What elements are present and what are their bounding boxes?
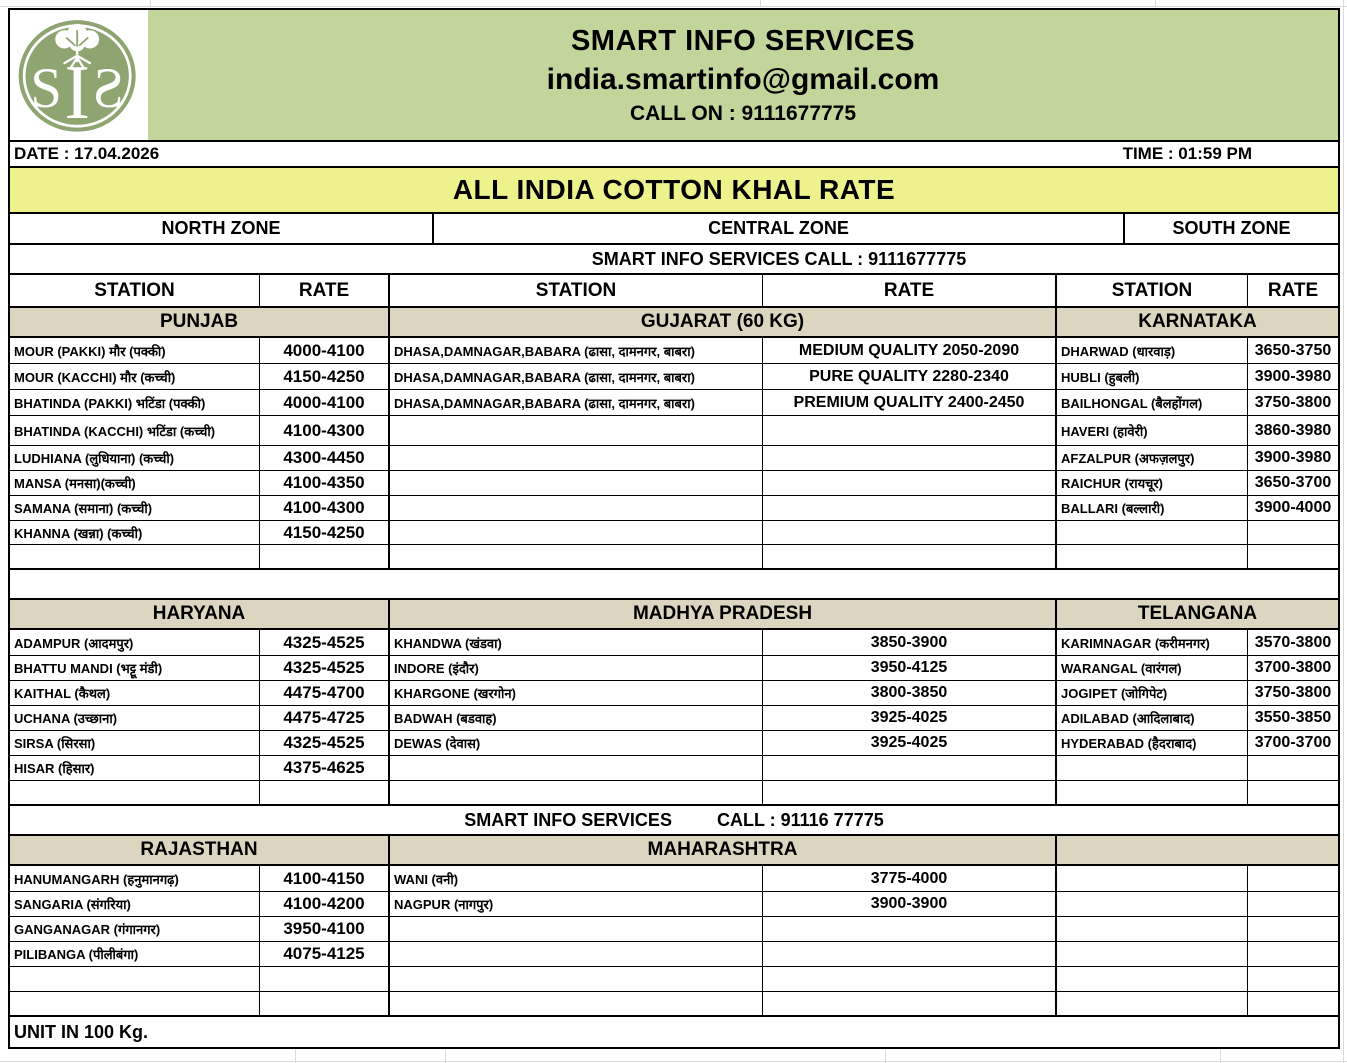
station-cell bbox=[1057, 781, 1248, 806]
station-cell: KHARGONE (खरगोन) bbox=[390, 681, 763, 706]
station-cell: KARIMNAGAR (करीमनगर) bbox=[1057, 630, 1248, 656]
rate-cell bbox=[763, 496, 1057, 521]
station-cell: HISAR (हिसार) bbox=[10, 756, 260, 781]
rates-section-rajasthan bbox=[10, 866, 1338, 1017]
services-name-text: SMART INFO SERVICES bbox=[464, 809, 672, 830]
table-row bbox=[10, 416, 1338, 446]
rate-cell: 4475-4700 bbox=[260, 681, 390, 706]
rate-cell: PURE QUALITY 2280-2340 bbox=[763, 364, 1057, 390]
rate-cell: 3925-4025 bbox=[763, 731, 1057, 756]
rate-cell: 4100-4150 bbox=[260, 866, 390, 892]
station-cell bbox=[1057, 892, 1248, 917]
station-cell: RAICHUR (रायचूर) bbox=[1057, 471, 1248, 496]
station-cell bbox=[390, 967, 763, 992]
station-cell bbox=[1057, 545, 1248, 570]
state-band-blank bbox=[1057, 836, 1338, 864]
station-cell: BAILHONGAL (बैलहोंगल) bbox=[1057, 390, 1248, 416]
station-cell bbox=[390, 756, 763, 781]
rate-cell bbox=[763, 471, 1057, 496]
rate-cell: 3850-3900 bbox=[763, 630, 1057, 656]
station-cell: BHATINDA (PAKKI) भटिंडा (पक्की) bbox=[10, 390, 260, 416]
rate-cell: 4325-4525 bbox=[260, 656, 390, 681]
column-header-rate: RATE bbox=[763, 275, 1057, 308]
column-header-rate: RATE bbox=[260, 275, 390, 308]
table-row bbox=[10, 390, 1338, 416]
station-cell: KAITHAL (कैथल) bbox=[10, 681, 260, 706]
station-cell: INDORE (इंदौर) bbox=[390, 656, 763, 681]
station-cell: MANSA (मनसा)(कच्ची) bbox=[10, 471, 260, 496]
column-header-row bbox=[10, 275, 1338, 308]
station-cell: BADWAH (बडवाह) bbox=[390, 706, 763, 731]
table-row bbox=[10, 681, 1338, 706]
station-cell: HUBLI (हुबली) bbox=[1057, 364, 1248, 390]
table-row bbox=[10, 630, 1338, 656]
station-cell: KHANDWA (खंडवा) bbox=[390, 630, 763, 656]
rate-cell bbox=[1248, 967, 1338, 992]
state-band-rajasthan: RAJASTHAN bbox=[10, 836, 390, 864]
rate-cell bbox=[763, 756, 1057, 781]
station-cell: DHASA,DAMNAGAR,BABARA (ढासा, दामनगर, बाबरा) bbox=[390, 364, 763, 390]
station-cell bbox=[10, 545, 260, 570]
services-call-text: SMART INFO SERVICES CALL : 9111677775 bbox=[591, 248, 967, 269]
zone-header-row bbox=[10, 214, 1338, 245]
station-cell: HANUMANGARH (हनुमानगढ़) bbox=[10, 866, 260, 892]
rate-cell: 3800-3850 bbox=[763, 681, 1057, 706]
table-row bbox=[10, 545, 1338, 570]
station-cell: LUDHIANA (लुधियाना) (कच्ची) bbox=[10, 446, 260, 471]
rate-cell: 3900-3900 bbox=[763, 892, 1057, 917]
rate-cell: 4300-4450 bbox=[260, 446, 390, 471]
station-cell bbox=[390, 446, 763, 471]
station-cell bbox=[1057, 866, 1248, 892]
column-header-rate: RATE bbox=[1248, 275, 1338, 308]
sheet-gridline bbox=[1220, 1049, 1221, 1063]
date-time-row bbox=[10, 142, 1338, 168]
svg-text:I: I bbox=[64, 49, 90, 135]
rate-cell bbox=[1248, 892, 1338, 917]
station-cell: SAMANA (समाना) (कच्ची) bbox=[10, 496, 260, 521]
rate-cell bbox=[1248, 756, 1338, 781]
table-row bbox=[10, 866, 1338, 892]
sheet-gridline bbox=[150, 0, 151, 7]
rate-cell bbox=[763, 545, 1057, 570]
station-cell: JOGIPET (जोगिपेट) bbox=[1057, 681, 1248, 706]
rate-cell bbox=[260, 992, 390, 1017]
station-cell bbox=[390, 781, 763, 806]
station-cell bbox=[390, 416, 763, 446]
rate-cell: 3775-4000 bbox=[763, 866, 1057, 892]
station-cell bbox=[390, 942, 763, 967]
rates-section-north2 bbox=[10, 630, 1338, 806]
rate-cell: 4325-4525 bbox=[260, 731, 390, 756]
table-row bbox=[10, 471, 1338, 496]
table-row bbox=[10, 364, 1338, 390]
station-cell bbox=[10, 781, 260, 806]
services-call-banner bbox=[10, 245, 1338, 275]
rate-cell: 3750-3800 bbox=[1248, 681, 1338, 706]
rate-sheet bbox=[8, 8, 1340, 1049]
company-phone: CALL ON : 9111677775 bbox=[629, 101, 857, 125]
rate-cell: 3700-3800 bbox=[1248, 656, 1338, 681]
rate-cell: MEDIUM QUALITY 2050-2090 bbox=[763, 338, 1057, 364]
zone-header-south: SOUTH ZONE bbox=[1172, 218, 1291, 238]
station-cell: SANGARIA (संगरिया) bbox=[10, 892, 260, 917]
table-row bbox=[10, 521, 1338, 545]
rates-section-north1 bbox=[10, 338, 1338, 570]
company-header bbox=[10, 10, 1338, 142]
table-row bbox=[10, 731, 1338, 756]
rate-cell: 4150-4250 bbox=[260, 521, 390, 545]
sheet-gridline bbox=[885, 1049, 886, 1063]
state-band-madhya-pradesh: MADHYA PRADESH bbox=[390, 600, 1057, 628]
company-name: SMART INFO SERVICES bbox=[570, 24, 916, 57]
station-cell: GANGANAGAR (गंगानगर) bbox=[10, 917, 260, 942]
company-logo bbox=[10, 10, 148, 140]
sheet-gridline bbox=[295, 1049, 296, 1063]
rate-cell: 3900-3980 bbox=[1248, 364, 1338, 390]
state-band-telangana: TELANGANA bbox=[1137, 603, 1258, 624]
rate-cell bbox=[1248, 917, 1338, 942]
rate-cell: 4000-4100 bbox=[260, 338, 390, 364]
station-cell: SIRSA (सिरसा) bbox=[10, 731, 260, 756]
table-row bbox=[10, 496, 1338, 521]
rate-cell bbox=[763, 446, 1057, 471]
spacer-row bbox=[10, 570, 1338, 600]
svg-text:S: S bbox=[92, 57, 125, 120]
company-banner bbox=[148, 10, 1338, 140]
column-header-station: STATION bbox=[1057, 275, 1248, 308]
station-cell: DHARWAD (धारवाड़) bbox=[1057, 338, 1248, 364]
station-cell: HAVERI (हावेरी) bbox=[1057, 416, 1248, 446]
station-cell bbox=[390, 917, 763, 942]
rate-cell bbox=[763, 917, 1057, 942]
services-call-number: CALL : 91116 77775 bbox=[716, 809, 884, 830]
rate-cell bbox=[1248, 942, 1338, 967]
rate-cell: 3650-3750 bbox=[1248, 338, 1338, 364]
column-header-station: STATION bbox=[390, 275, 763, 308]
rate-cell: 4325-4525 bbox=[260, 630, 390, 656]
rate-cell: 3750-3800 bbox=[1248, 390, 1338, 416]
station-cell: ADAMPUR (आदमपुर) bbox=[10, 630, 260, 656]
rate-cell: 3950-4125 bbox=[763, 656, 1057, 681]
table-row bbox=[10, 656, 1338, 681]
state-band-row bbox=[10, 308, 1338, 338]
rate-cell bbox=[1248, 545, 1338, 570]
station-cell: DHASA,DAMNAGAR,BABARA (ढासा, दामनगर, बाबरा) bbox=[390, 390, 763, 416]
date-label: DATE : 17.04.2026 bbox=[14, 144, 160, 163]
state-band-gujarat: GUJARAT (60 KG) bbox=[390, 308, 1057, 336]
rate-cell: 4375-4625 bbox=[260, 756, 390, 781]
table-row bbox=[10, 781, 1338, 806]
station-cell: BALLARI (बल्लारी) bbox=[1057, 496, 1248, 521]
rate-cell bbox=[1248, 781, 1338, 806]
rate-cell: 3925-4025 bbox=[763, 706, 1057, 731]
rate-cell: 3700-3700 bbox=[1248, 731, 1338, 756]
table-row bbox=[10, 992, 1338, 1017]
station-cell: UCHANA (उच्छाना) bbox=[10, 706, 260, 731]
rate-cell bbox=[1248, 992, 1338, 1017]
sheet-gridline bbox=[1343, 0, 1344, 1063]
unit-note: UNIT IN 100 Kg. bbox=[14, 1021, 149, 1042]
rate-cell: 3570-3800 bbox=[1248, 630, 1338, 656]
column-header-station: STATION bbox=[10, 275, 260, 308]
rate-cell: 4475-4725 bbox=[260, 706, 390, 731]
station-cell: WANI (वनी) bbox=[390, 866, 763, 892]
station-cell bbox=[1057, 942, 1248, 967]
zone-header-north: NORTH ZONE bbox=[10, 214, 434, 243]
station-cell bbox=[1057, 521, 1248, 545]
state-band-karnataka: KARNATAKA bbox=[1138, 311, 1257, 332]
rate-cell: PREMIUM QUALITY 2400-2450 bbox=[763, 390, 1057, 416]
rate-cell: 4100-4350 bbox=[260, 471, 390, 496]
rate-cell bbox=[763, 521, 1057, 545]
rate-cell: 3900-4000 bbox=[1248, 496, 1338, 521]
rate-cell bbox=[1248, 866, 1338, 892]
state-band-punjab: PUNJAB bbox=[10, 308, 390, 336]
sis-logo-icon bbox=[15, 13, 143, 137]
station-cell bbox=[1057, 992, 1248, 1017]
table-row bbox=[10, 338, 1338, 364]
station-cell: NAGPUR (नागपुर) bbox=[390, 892, 763, 917]
state-band-haryana: HARYANA bbox=[10, 600, 390, 628]
table-row bbox=[10, 942, 1338, 967]
rate-cell bbox=[260, 781, 390, 806]
station-cell: AFZALPUR (अफज़लपुर) bbox=[1057, 446, 1248, 471]
station-cell: HYDERABAD (हैदराबाद) bbox=[1057, 731, 1248, 756]
station-cell: ADILABAD (आदिलाबाद) bbox=[1057, 706, 1248, 731]
rate-cell bbox=[763, 781, 1057, 806]
zone-header-central: CENTRAL ZONE bbox=[434, 214, 1125, 243]
state-band-row bbox=[10, 836, 1338, 866]
rate-cell: 4000-4100 bbox=[260, 390, 390, 416]
rate-cell: 3860-3980 bbox=[1248, 416, 1338, 446]
sheet-gridline bbox=[445, 1049, 446, 1063]
rate-cell: 3950-4100 bbox=[260, 917, 390, 942]
sheet-gridline bbox=[0, 6, 1347, 7]
table-row bbox=[10, 706, 1338, 731]
rate-cell bbox=[763, 992, 1057, 1017]
station-cell bbox=[390, 521, 763, 545]
station-cell: MOUR (PAKKI) मौर (पक्की) bbox=[10, 338, 260, 364]
state-band-row bbox=[10, 600, 1338, 630]
sheet-gridline bbox=[0, 1061, 1347, 1062]
rate-cell: 3900-3980 bbox=[1248, 446, 1338, 471]
station-cell: DEWAS (देवास) bbox=[390, 731, 763, 756]
table-row bbox=[10, 756, 1338, 781]
rate-cell: 4075-4125 bbox=[260, 942, 390, 967]
rate-cell bbox=[763, 967, 1057, 992]
station-cell bbox=[1057, 917, 1248, 942]
sheet-gridline bbox=[760, 0, 761, 7]
station-cell: KHANNA (खन्ना) (कच्ची) bbox=[10, 521, 260, 545]
rate-cell: 4150-4250 bbox=[260, 364, 390, 390]
table-row bbox=[10, 446, 1338, 471]
station-cell: BHATINDA (KACCHI) भटिंडा (कच्ची) bbox=[10, 416, 260, 446]
station-cell: WARANGAL (वारंगल) bbox=[1057, 656, 1248, 681]
station-cell bbox=[390, 992, 763, 1017]
rate-cell bbox=[260, 967, 390, 992]
rate-cell: 3650-3700 bbox=[1248, 471, 1338, 496]
rate-cell: 4100-4300 bbox=[260, 496, 390, 521]
station-cell: BHATTU MANDI (भट्टू मंडी) bbox=[10, 656, 260, 681]
station-cell bbox=[390, 545, 763, 570]
table-row bbox=[10, 917, 1338, 942]
table-row bbox=[10, 967, 1338, 992]
station-cell bbox=[1057, 967, 1248, 992]
state-band-maharashtra: MAHARASHTRA bbox=[390, 836, 1057, 864]
time-label: TIME : 01:59 PM bbox=[1122, 144, 1252, 163]
station-cell bbox=[1057, 756, 1248, 781]
rate-cell: 3550-3850 bbox=[1248, 706, 1338, 731]
company-email: india.smartinfo@gmail.com bbox=[546, 62, 940, 96]
rate-cell: 4100-4300 bbox=[260, 416, 390, 446]
rate-cell bbox=[1248, 521, 1338, 545]
station-cell bbox=[10, 967, 260, 992]
station-cell bbox=[390, 496, 763, 521]
rate-cell: 4100-4200 bbox=[260, 892, 390, 917]
rate-cell bbox=[260, 545, 390, 570]
sheet-gridline bbox=[1155, 0, 1156, 7]
station-cell bbox=[10, 992, 260, 1017]
station-cell: MOUR (KACCHI) मौर (कच्ची) bbox=[10, 364, 260, 390]
svg-text:S: S bbox=[30, 57, 62, 120]
rate-cell bbox=[763, 416, 1057, 446]
table-row bbox=[10, 892, 1338, 917]
station-cell: DHASA,DAMNAGAR,BABARA (ढासा, दामनगर, बाबरा) bbox=[390, 338, 763, 364]
services-call-banner-2 bbox=[10, 806, 1338, 836]
rate-cell bbox=[763, 942, 1057, 967]
station-cell: PILIBANGA (पीलीबंगा) bbox=[10, 942, 260, 967]
page-title: ALL INDIA COTTON KHAL RATE bbox=[10, 168, 1338, 214]
station-cell bbox=[390, 471, 763, 496]
